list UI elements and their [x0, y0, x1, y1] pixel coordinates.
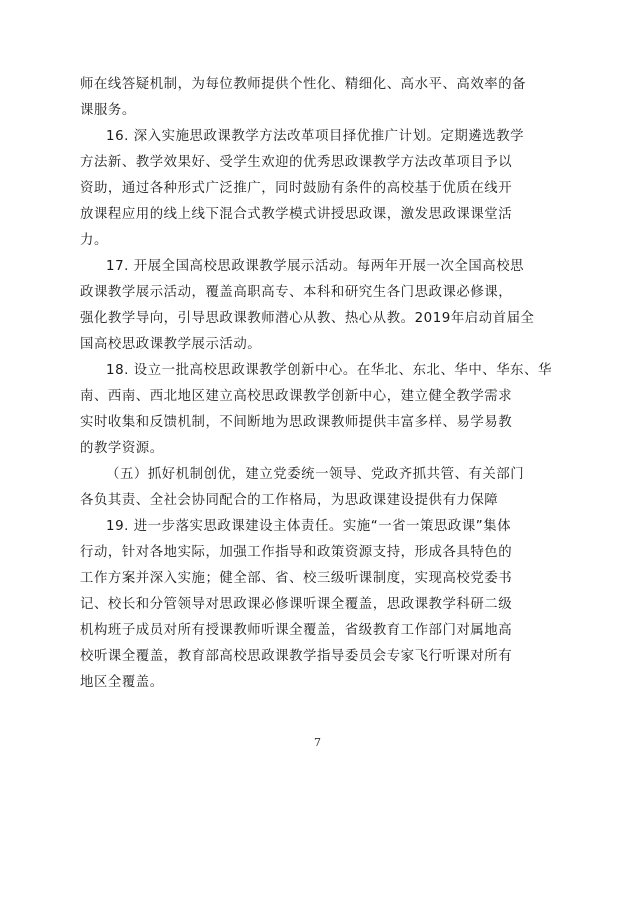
- text-line: 地区全覆盖。: [80, 675, 164, 690]
- text-line: 18. 设立一批高校思政课教学创新中心。在华北、东北、华中、华东、华: [106, 363, 552, 378]
- paragraph-p16: [80, 124, 550, 254]
- paragraph-p5: [80, 462, 550, 514]
- text-line: 的教学资源。: [80, 441, 164, 456]
- paragraph-p19: [80, 514, 550, 696]
- text-line: 师在线答疑机制，为每位教师提供个性化、精细化、高水平、高效率的备: [80, 77, 527, 92]
- text-line: 机构班子成员对所有授课教师听课全覆盖，省级教育工作部门对属地高: [80, 623, 513, 638]
- text-line: 校听课全覆盖，教育部高校思政课教学指导委员会专家飞行听课对所有: [80, 649, 513, 664]
- text-line: （五）抓好机制创优，建立党委统一领导、党政齐抓共管、有关部门: [106, 467, 525, 482]
- text-line: 工作方案并深入实施；健全部、省、校三级听课制度，实现高校党委书: [80, 571, 513, 586]
- text-line: 资助，通过各种形式广泛推广，同时鼓励有条件的高校基于优质在线开: [80, 181, 513, 196]
- text-line: 行动，针对各地实际，加强工作指导和政策资源支持，形成各具特色的: [80, 545, 513, 560]
- paragraph-p17: [80, 254, 550, 358]
- text-line: 16. 深入实施思政课教学方法改革项目择优推广计划。定期遴选教学: [106, 129, 525, 144]
- text-line: 各负其责、全社会协同配合的工作格局，为思政课建设提供有力保障: [80, 493, 499, 508]
- text-line: 强化教学导向，引导思政课教师潜心从教、热心从教。2019年启动首届全: [80, 311, 535, 326]
- paragraph-p18: [80, 358, 550, 462]
- text-line: 记、校长和分管领导对思政课必修课听课全覆盖，思政课教学科研二级: [80, 597, 513, 612]
- text-line: 国高校思政课教学展示活动。: [80, 337, 262, 352]
- text-line: 课服务。: [80, 103, 136, 118]
- text-line: 17. 开展全国高校思政课教学展示活动。每两年开展一次全国高校思: [106, 259, 525, 274]
- text-line: 实时收集和反馈机制，不间断地为思政课教师提供丰富多样、易学易教: [80, 415, 513, 430]
- text-line: 方法新、教学效果好、受学生欢迎的优秀思政课教学方法改革项目予以: [80, 155, 513, 170]
- text-line: 政课教学展示活动，覆盖高职高专、本科和研究生各门思政课必修课，: [80, 285, 513, 300]
- paragraph-p-cont: [80, 72, 550, 124]
- text-line: 放课程应用的线上线下混合式教学模式讲授思政课，激发思政课课堂活: [80, 207, 513, 222]
- text-line: 力。: [80, 233, 108, 248]
- text-line: 19. 进一步落实思政课建设主体责任。实施“一省一策思政课”集体: [106, 519, 512, 534]
- page-number: 7: [314, 736, 321, 749]
- text-line: 南、西南、西北地区建立高校思政课教学创新中心，建立健全教学需求: [80, 389, 513, 404]
